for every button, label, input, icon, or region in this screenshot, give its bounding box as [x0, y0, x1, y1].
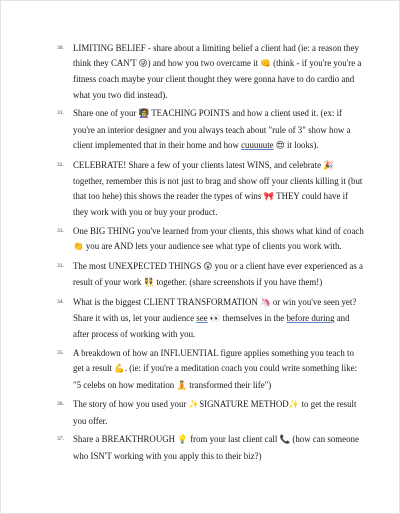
item-text: What is the biggest CLIENT TRANSFORMATION — [73, 297, 261, 308]
light-bulb-icon: 💡 — [177, 435, 188, 446]
item-text: Share one of your — [73, 108, 139, 119]
item-text: (how can someone who ISN'T working with you apply this to their biz?) — [73, 434, 359, 461]
item-text: transformed their life") — [187, 379, 272, 390]
list-item — [59, 397, 365, 428]
fist-bump-icon: 👊 — [260, 59, 271, 70]
list-item-number: 37. — [57, 436, 64, 443]
underlined-text: see — [196, 313, 208, 324]
item-text: SIGNATURE METHOD — [199, 399, 289, 410]
meditation-icon: 🧘 — [176, 380, 188, 391]
list-item — [59, 158, 365, 221]
item-text: it looks). — [284, 139, 319, 150]
item-text: together, remember this is not just to brag and show off your clients killing it (but that too hehe) this shows the reader the types of wins — [73, 175, 363, 202]
item-text: from your last client call — [187, 434, 280, 445]
ribbon-icon: 🎀 — [263, 192, 275, 203]
list-item-number: 33. — [57, 263, 64, 270]
list-item — [59, 346, 365, 394]
item-text: ) and how you two overcame it — [147, 58, 261, 69]
list-item-number: 30. — [57, 45, 64, 51]
underlined-text: cuuuuute — [241, 139, 274, 150]
telephone-icon: 📞 — [279, 435, 291, 446]
content-idea-list — [59, 41, 365, 467]
astonished-face-icon: 😲 — [203, 262, 213, 273]
eyes-icon: 👀 — [209, 314, 221, 325]
item-text: . (ie: if you're a meditation coach you could write something like: "5 celebs on how meditation — [73, 363, 358, 390]
item-text: or win you've seen yet? Share it with us, let your audience — [73, 297, 357, 324]
item-text: (think - if you're you're a fitness coach maybe your client thought they were gonna have to do cardio and what you two did instead). — [73, 58, 362, 100]
list-item — [59, 41, 365, 103]
winking-face-icon: 😜 — [138, 59, 148, 70]
teacher-icon: 👩‍🏫 — [138, 109, 150, 120]
item-text: THEY could have if they work with you or buy your product. — [73, 191, 349, 218]
item-text: The story of how you used your — [73, 399, 189, 410]
dancers-icon: 👯 — [143, 278, 155, 289]
underlined-text: before during — [286, 313, 335, 324]
sparkles-icon: ✨ — [188, 400, 200, 411]
item-text: you are AND lets your audience see what type of clients you work with. — [83, 241, 342, 252]
item-text: and after process of working with you. — [73, 313, 350, 340]
unicorn-icon: 🦄 — [260, 298, 271, 309]
sparkles-icon: ✨ — [288, 400, 300, 411]
list-item-number: 35. — [57, 350, 64, 357]
item-text: One BIG THING you've learned from your clients, this shows what kind of coach — [73, 226, 364, 237]
list-item — [59, 106, 365, 154]
item-text: TEACHING POINTS and how a client used it. (ex: if you're an interior designer and you always teach about "rule of 3" show how a client implemented that in their home and how — [73, 108, 351, 150]
item-text: to get the result you offer. — [73, 399, 357, 426]
item-text: A breakdown of how an INFLUENTIAL figure applies something you teach to get a result — [73, 348, 354, 374]
clapping-hands-icon: 👏 — [73, 242, 84, 253]
item-text: CELEBRATE! Share a few of your clients latest WINS, and celebrate — [73, 159, 324, 170]
list-item — [59, 224, 365, 255]
item-text: Share a BREAKTHROUGH — [73, 434, 178, 445]
list-item-number: 36. — [57, 401, 64, 408]
list-item-number: 31. — [57, 110, 64, 117]
item-text: The most UNEXPECTED THINGS — [73, 261, 204, 272]
list-item-number: 33. — [57, 228, 64, 235]
item-text: themselves in the — [220, 313, 287, 324]
list-item-number: 32. — [57, 161, 64, 168]
list-item — [59, 295, 365, 343]
item-text: LIMITING BELIEF - share about a limiting belief a client had (ie: a reason they think they CAN'T — [73, 43, 359, 69]
party-popper-icon: 🎉 — [323, 160, 334, 171]
item-text: together. (share screenshots if you have them!) — [154, 277, 323, 288]
heart-eyes-icon: 😍 — [275, 140, 285, 151]
item-text: you or a client have ever experienced as a result of your work — [73, 261, 363, 288]
list-item — [59, 432, 365, 463]
flexed-biceps-icon: 💪 — [114, 364, 125, 375]
list-item-number: 34. — [57, 299, 64, 306]
list-item — [59, 259, 365, 291]
